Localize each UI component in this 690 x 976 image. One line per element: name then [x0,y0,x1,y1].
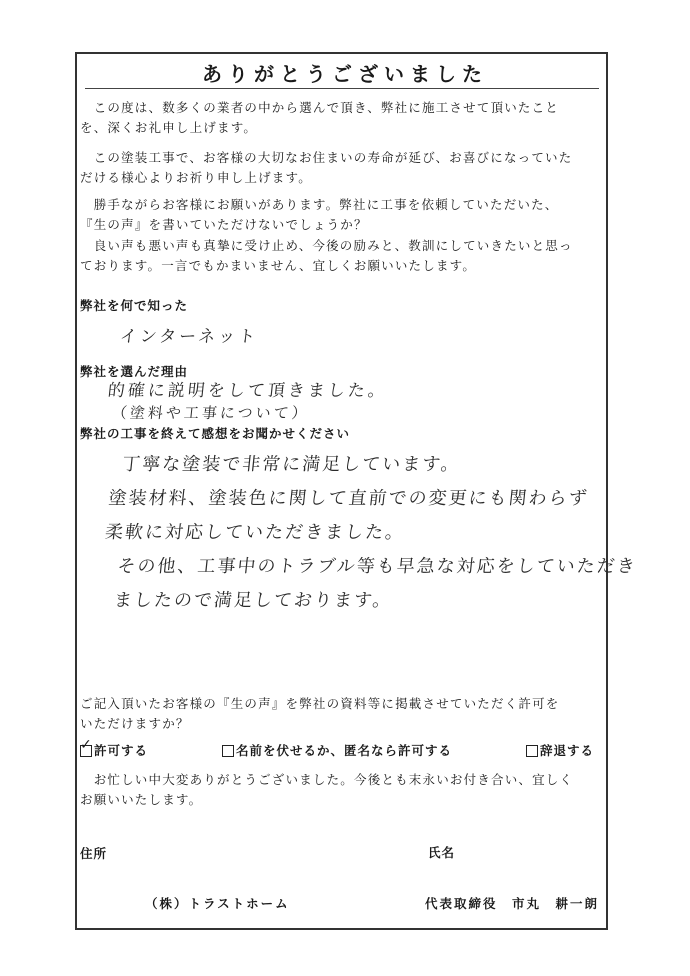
intro-paragraph-3-line-1: 勝手ながらお客様にお願いがあります。弊社に工事を依頼していただいた、 [80,197,559,212]
permission-question-line-1: ご記入頂いたお客様の『生の声』を弊社の資料等に掲載させていただく許可を [80,696,560,711]
permission-question [80,694,560,734]
intro-paragraph-3-line-2: 『生の声』を書いていただけないでしょうか？ [80,217,368,232]
checkbox-anonymous[interactable] [222,745,234,757]
answer-impression-line-2: 塗装材料、塗装色に関して直前での変更にも関わらず [107,488,590,509]
intro-paragraph-4-line-1: 良い声も悪い声も真摯に受け止め、今後の励みと、教訓にしていきたいと思っ [80,238,573,253]
intro-paragraph-4-line-2: ております。一言でもかまいません、宜しくお願いいたします。 [80,258,477,273]
intro-paragraph-1-line-1: この度は、数多くの業者の中から選んで頂き、弊社に施工させて頂いたこと [80,100,560,115]
title-divider [85,88,599,89]
option-allow[interactable] [80,736,149,759]
closing-line-2: お願いいたします。 [80,792,203,807]
name-label: 氏名 [428,845,456,860]
answer-impression-line-4: その他、工事中のトラブル等も早急な対応をしていただき [116,556,638,577]
question-impression-label: 弊社の工事を終えて感想をお聞かせください [80,426,351,441]
answer-impression-line-5: ましたので満足しております。 [112,590,394,611]
answer-impression-line-1: 丁寧な塗装で非常に満足しています。 [121,454,462,475]
answer-reason-line-2: （塗料や工事について） [111,404,311,422]
option-anonymous-label: 名前を伏せるか、匿名なら許可する [236,743,453,758]
intro-paragraph-2-line-1: この塗装工事で、お客様の大切なお住まいの寿命が延び、お喜びになっていた [80,150,573,165]
answer-impression [96,448,649,618]
check-mark-icon: ✓ [80,736,93,753]
option-decline[interactable] [526,741,594,759]
checkbox-allow[interactable] [80,736,93,757]
page-title: ありがとうございました [202,62,488,86]
answer-reason-line-1: 的確に説明をして頂きました。 [106,381,389,401]
checkbox-decline[interactable] [526,745,538,757]
question-how-found-label: 弊社を何で知った [80,298,189,313]
permission-question-line-2: いただけますか？ [80,716,190,731]
intro-paragraph-1 [80,98,559,138]
company-name: （株）トラストホーム [145,896,290,911]
intro-paragraph-4 [80,236,573,276]
intro-paragraph-2 [80,148,572,188]
intro-paragraph-1-line-2: を、深くお礼申し上げます。 [80,120,258,135]
address-label: 住所 [80,846,108,861]
intro-paragraph-2-line-2: だける様心よりお祈り申し上げます。 [80,170,312,185]
option-decline-label: 辞退する [540,743,595,758]
option-allow-label: 許可する [94,743,149,758]
question-reason-label: 弊社を選んだ理由 [80,364,189,379]
closing-paragraph [80,770,573,810]
closing-line-1: お忙しい中大変ありがとうございました。今後とも末永いお付き合い、宜しく [80,772,574,787]
answer-impression-line-3: 柔軟に対応していただきました。 [103,522,407,543]
intro-paragraph-3 [80,195,559,235]
answer-how-found: インターネット [118,327,260,347]
representative-name: 代表取締役 市丸 耕一朗 [425,896,600,911]
option-anonymous[interactable] [222,741,452,759]
